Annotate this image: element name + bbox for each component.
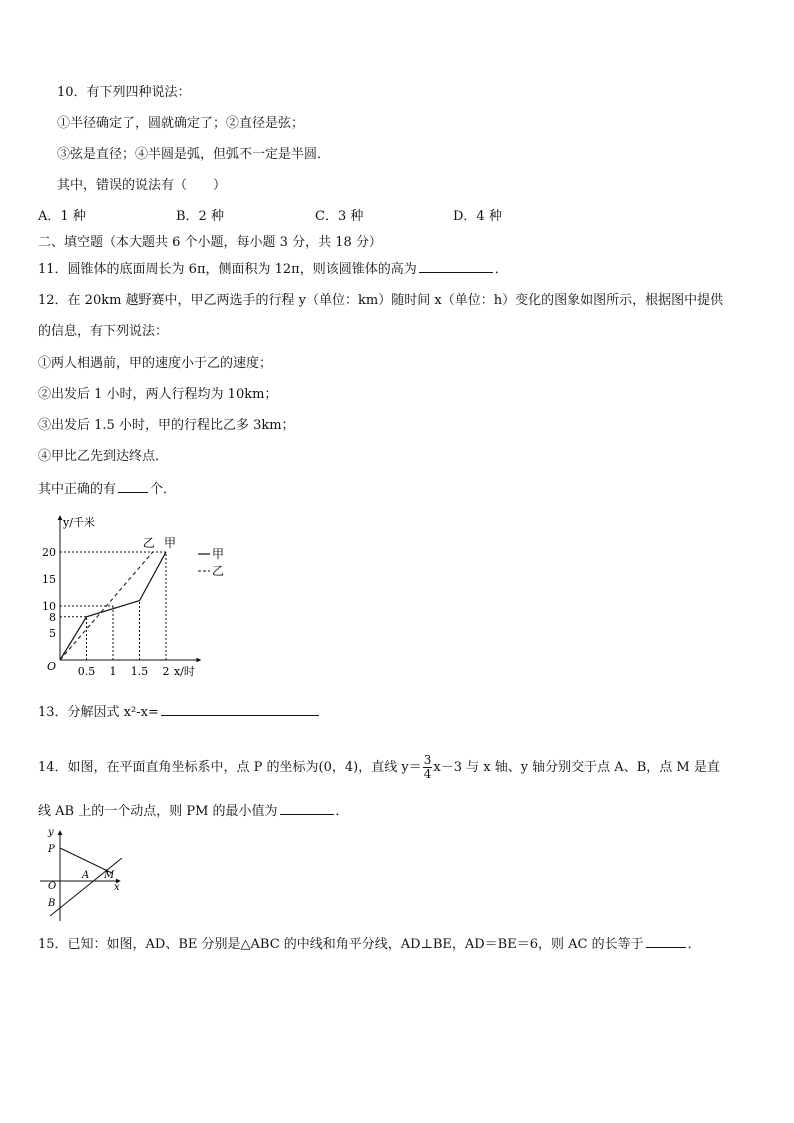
q14-l2-end: ． (335, 804, 349, 819)
q15-answer-blank[interactable] (646, 935, 686, 948)
q15-end: ． (687, 937, 701, 952)
q12-travel-chart (30, 510, 240, 685)
x-axis-label: x/时 (173, 665, 195, 678)
q14-answer-blank[interactable] (280, 802, 334, 815)
q14-label-o: O (48, 881, 57, 892)
q14-frac-num: 3 (423, 753, 432, 767)
x-tick-label: 0.5 (77, 665, 96, 678)
x-tick-label: 1.5 (130, 665, 149, 678)
q15 (38, 935, 701, 954)
y-tick-label: 10 (42, 600, 56, 613)
q14-pre: 14．如图，在平面直角坐标系中，点 P 的坐标为(0，4)，直线 y＝ (38, 760, 422, 775)
y-tick-label: 15 (42, 573, 56, 586)
q11-answer-blank[interactable] (419, 260, 493, 273)
q11-text: 11．圆锥体的底面周长为 6π，侧面积为 12π，则该圆锥体的高为 (38, 262, 417, 277)
q14-frac-den: 4 (423, 767, 432, 781)
q11 (38, 260, 508, 279)
q13-text: 13．分解因式 x²-x= (38, 705, 159, 720)
legend-yi-label: 乙 (212, 564, 225, 578)
q10-question: 其中，错误的说法有（ ） (57, 178, 227, 193)
y-axis-label: y/千米 (63, 516, 95, 529)
q14-fraction (423, 754, 433, 781)
series-yi-end-label: 乙 (142, 536, 155, 550)
q14-line-1 (38, 754, 720, 781)
origin-label: O (47, 660, 57, 673)
x-tick-label: 1 (109, 665, 117, 678)
q14-label-p: P (48, 844, 55, 855)
q13 (38, 703, 321, 722)
q12-answer-blank[interactable] (118, 480, 148, 493)
q10-option-d: D．4 种 (453, 209, 502, 224)
q15-text: 15．已知：如图，AD、BE 分别是△ABC 的中线和角平分线，AD⊥BE，AD＝BE＝6，则 AC 的长等于 (38, 937, 644, 952)
q12-statement-4: ④甲比乙先到达终点． (38, 449, 169, 464)
q14-label-x: x (114, 882, 120, 893)
q14-l2: 线 AB 上的一个动点，则 PM 的最小值为 (38, 804, 278, 819)
q12-statement-2: ②出发后 1 小时，两人行程均为 10km； (38, 387, 278, 402)
q12-line-2: 的信息，有下列说法： (38, 324, 169, 339)
q11-end: ． (494, 262, 508, 277)
q10-option-b: B．2 种 (176, 209, 224, 224)
q14-label-y: y (48, 827, 54, 838)
q14-label-m: M (104, 870, 115, 881)
q10-option-a: A．1 种 (38, 209, 86, 224)
q12-ask: 其中正确的有 (38, 482, 117, 497)
q10-option-c: C．3 种 (315, 209, 364, 224)
y-tick-label: 5 (49, 627, 56, 640)
series-jia-end-label: 甲 (163, 536, 177, 550)
y-tick-label: 8 (49, 610, 56, 624)
q14-post: x－3 与 x 轴、y 轴分别交于点 A、B，点 M 是直 (433, 760, 720, 775)
q14-label-b: B (48, 898, 56, 909)
y-tick-label: 20 (42, 546, 56, 559)
q13-answer-blank[interactable] (161, 703, 319, 716)
q10-statement-2: ③弦是直径；④半圆是弧，但弧不一定是半圆． (57, 147, 331, 162)
q12-statement-1: ①两人相遇前，甲的速度小于乙的速度； (38, 356, 273, 371)
x-tick-label: 2 (162, 665, 170, 678)
q12-line-1: 12．在 20km 越野赛中，甲乙两选手的行程 y（单位：km）随时间 x（单位：h）变化的图象如图所示，根据图中提供 (38, 293, 724, 308)
q14-line-2 (38, 802, 349, 821)
q14-coordinate-figure (36, 826, 132, 922)
q12-statement-3: ③出发后 1.5 小时，甲的行程比乙多 3km； (38, 418, 295, 433)
q12-ask-end: 个． (150, 482, 177, 497)
q14-label-a: A (82, 870, 90, 881)
q14-line-ab (50, 858, 122, 916)
q10-stem: 10．有下列四种说法： (57, 85, 191, 100)
section-heading: 二、填空题（本大题共 6 个小题，每小题 3 分，共 18 分） (38, 235, 382, 250)
q12-question (38, 480, 176, 499)
q10-statement-1: ①半径确定了，圆就确定了；②直径是弦； (57, 116, 305, 131)
legend-jia-label: 甲 (212, 547, 225, 561)
